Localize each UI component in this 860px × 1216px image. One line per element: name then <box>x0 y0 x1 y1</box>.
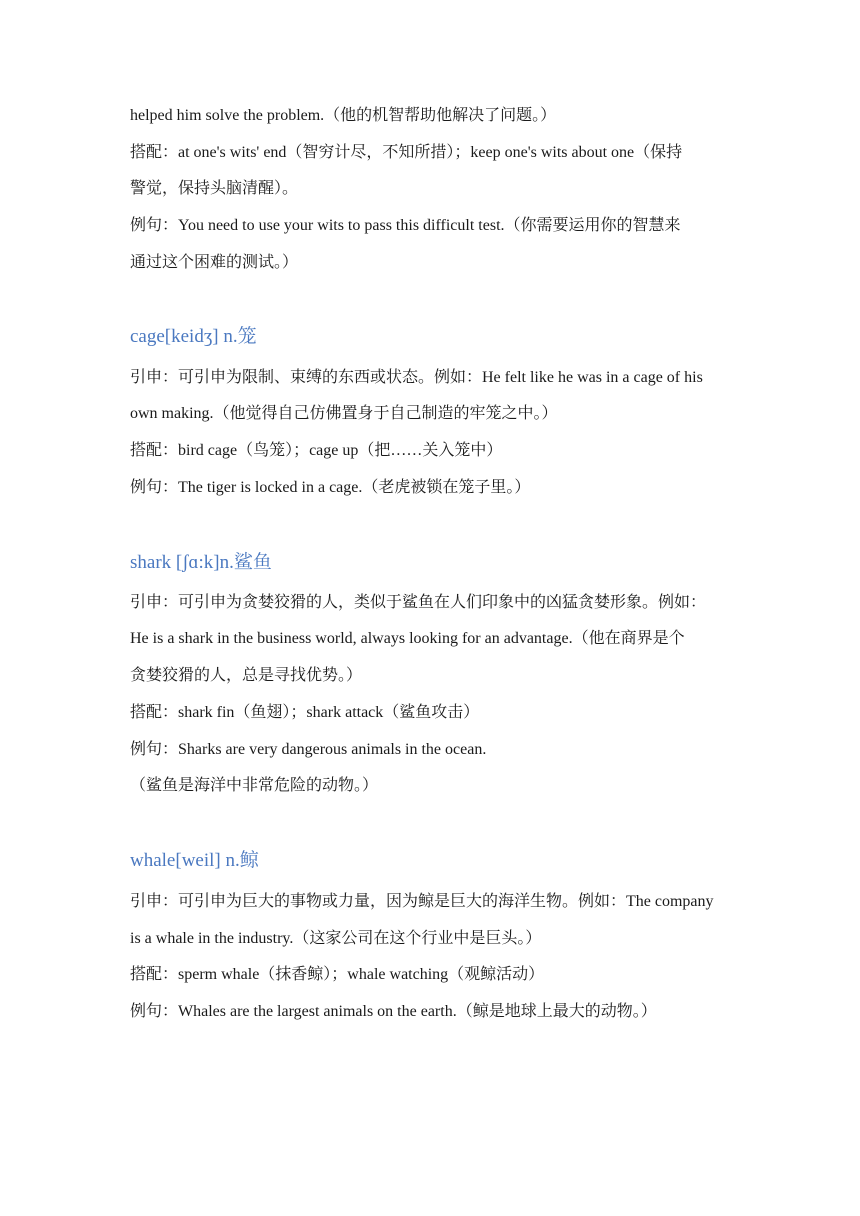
shark-extension-line-3: 贪婪狡猾的人，总是寻找优势。） <box>130 667 363 684</box>
wit-collocation-line-1: 搭配：at one's wits' end（智穷计尽，不知所措）；keep one's wits about one（保持 <box>130 144 683 161</box>
whale-example: 例句：Whales are the largest animals on the earth.（鲸是地球上最大的动物。） <box>130 1003 657 1020</box>
shark-example-line-1: 例句：Sharks are very dangerous animals in the ocean. <box>130 741 487 758</box>
cage-heading: cage[keidʒ] n.笼 <box>130 326 257 347</box>
cage-extension-line-2: own making.（他觉得自己仿佛置身于自己制造的牢笼之中。） <box>130 405 558 422</box>
shark-extension-line-2: He is a shark in the business world, always looking for an advantage.（他在商界是个 <box>130 630 685 647</box>
shark-example-line-2: （鲨鱼是海洋中非常危险的动物。） <box>130 777 379 794</box>
wit-example-line-2: 通过这个困难的测试。） <box>130 254 299 271</box>
cage-extension-line-1: 引申：可引申为限制、束缚的东西或状态。例如：He felt like he was in a cage of his <box>130 369 703 386</box>
wit-example-line-1: 例句：You need to use your wits to pass this difficult test.（你需要运用你的智慧来 <box>130 217 681 234</box>
whale-extension-line-2: is a whale in the industry.（这家公司在这个行业中是巨头。） <box>130 930 542 947</box>
cage-collocation: 搭配：bird cage（鸟笼）；cage up（把……关入笼中） <box>130 442 503 459</box>
shark-extension-line-1: 引申：可引申为贪婪狡猾的人，类似于鲨鱼在人们印象中的凶猛贪婪形象。例如： <box>130 594 707 611</box>
cage-example: 例句：The tiger is locked in a cage.（老虎被锁在笼子里。） <box>130 479 531 496</box>
whale-heading: whale[weil] n.鲸 <box>130 850 259 871</box>
wit-collocation-line-2: 警觉，保持头脑清醒）。 <box>130 180 299 197</box>
shark-heading: shark [ʃɑ:k]n.鲨鱼 <box>130 552 272 573</box>
shark-collocation: 搭配：shark fin（鱼翅）；shark attack（鲨鱼攻击） <box>130 704 480 721</box>
whale-extension-line-1: 引申：可引申为巨大的事物或力量，因为鲸是巨大的海洋生物。例如：The company <box>130 893 714 910</box>
wit-example-end: helped him solve the problem.（他的机智帮助他解决了问题。） <box>130 107 557 124</box>
whale-collocation: 搭配：sperm whale（抹香鲸）；whale watching（观鲸活动） <box>130 966 545 983</box>
